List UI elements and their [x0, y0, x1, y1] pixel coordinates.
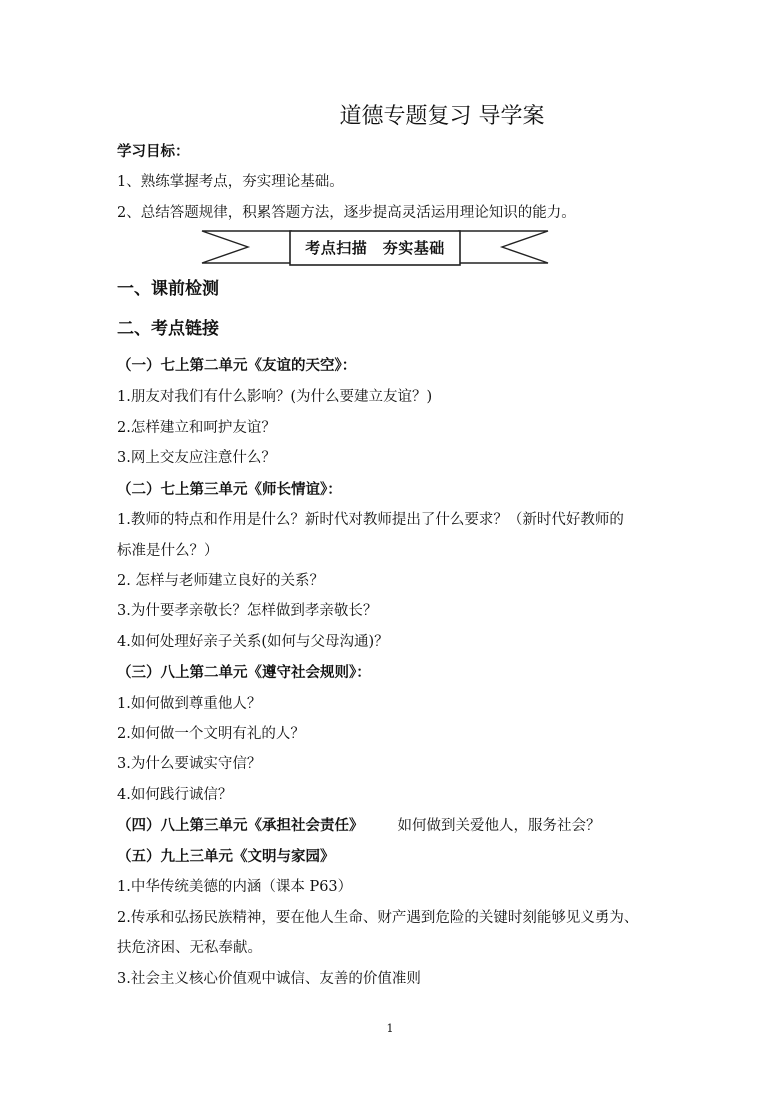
unit-item: 标准是什么？） — [117, 543, 219, 559]
goal-item: 1、熟练掌握考点，夯实理论基础。 — [117, 174, 344, 190]
banner-label: 考点扫描 夯实基础 — [305, 239, 445, 257]
page-number: 1 — [386, 1022, 394, 1035]
unit-heading: （二）七上第三单元《师长情谊》： — [117, 482, 342, 498]
unit-heading: （四）八上第三单元《承担社会责任》 — [117, 818, 364, 834]
unit-item: 3.社会主义核心价值观中诚信、友善的价值准则 — [117, 971, 421, 987]
unit-item: 2. 怎样与老师建立良好的关系？ — [117, 573, 324, 589]
unit-item: 扶危济困、无私奉献。 — [117, 940, 262, 956]
unit-heading: （五）九上三单元《文明与家园》 — [117, 849, 335, 865]
unit-heading: （一）七上第二单元《友谊的天空》： — [117, 358, 357, 374]
unit-item: 1.朋友对我们有什么影响？(为什么要建立友谊？) — [117, 389, 433, 405]
unit-item: 2.怎样建立和呵护友谊？ — [117, 420, 276, 436]
unit-item: 4.如何处理好亲子关系(如何与父母沟通)？ — [117, 634, 389, 650]
unit-item: 2.如何做一个文明有礼的人？ — [117, 726, 305, 742]
ribbon-right-tail — [458, 231, 548, 263]
unit-item: 4.如何践行诚信？ — [117, 787, 233, 803]
unit-item: 3.为什要孝亲敬长？怎样做到孝亲敬长？ — [117, 603, 378, 619]
page-title: 道德专题复习 导学案 — [339, 104, 545, 129]
unit-item: 3.为什么要诚实守信？ — [117, 756, 262, 772]
goals-heading: 学习目标： — [117, 144, 190, 160]
goal-item: 2、总结答题规律，积累答题方法，逐步提高灵活运用理论知识的能力。 — [117, 205, 576, 221]
unit-question: 如何做到关爱他人，服务社会？ — [397, 818, 601, 834]
unit-item: 1.如何做到尊重他人？ — [117, 696, 262, 712]
ribbon-left-tail — [202, 231, 292, 263]
section-heading-links: 二、考点链接 — [117, 319, 219, 339]
section-heading-pre-test: 一、课前检测 — [117, 279, 219, 299]
unit-item: 3.网上交友应注意什么？ — [117, 450, 276, 466]
unit-item: 2.传承和弘扬民族精神，要在他人生命、财产遇到危险的关键时刻能够见义勇为、 — [117, 910, 639, 926]
unit-item: 1.教师的特点和作用是什么？新时代对教师提出了什么要求？（新时代好教师的 — [117, 512, 624, 528]
unit-4-row — [117, 816, 601, 836]
unit-heading: （三）八上第二单元《遵守社会规则》： — [117, 665, 371, 681]
unit-item: 1.中华传统美德的内涵（课本 P63） — [117, 879, 353, 895]
